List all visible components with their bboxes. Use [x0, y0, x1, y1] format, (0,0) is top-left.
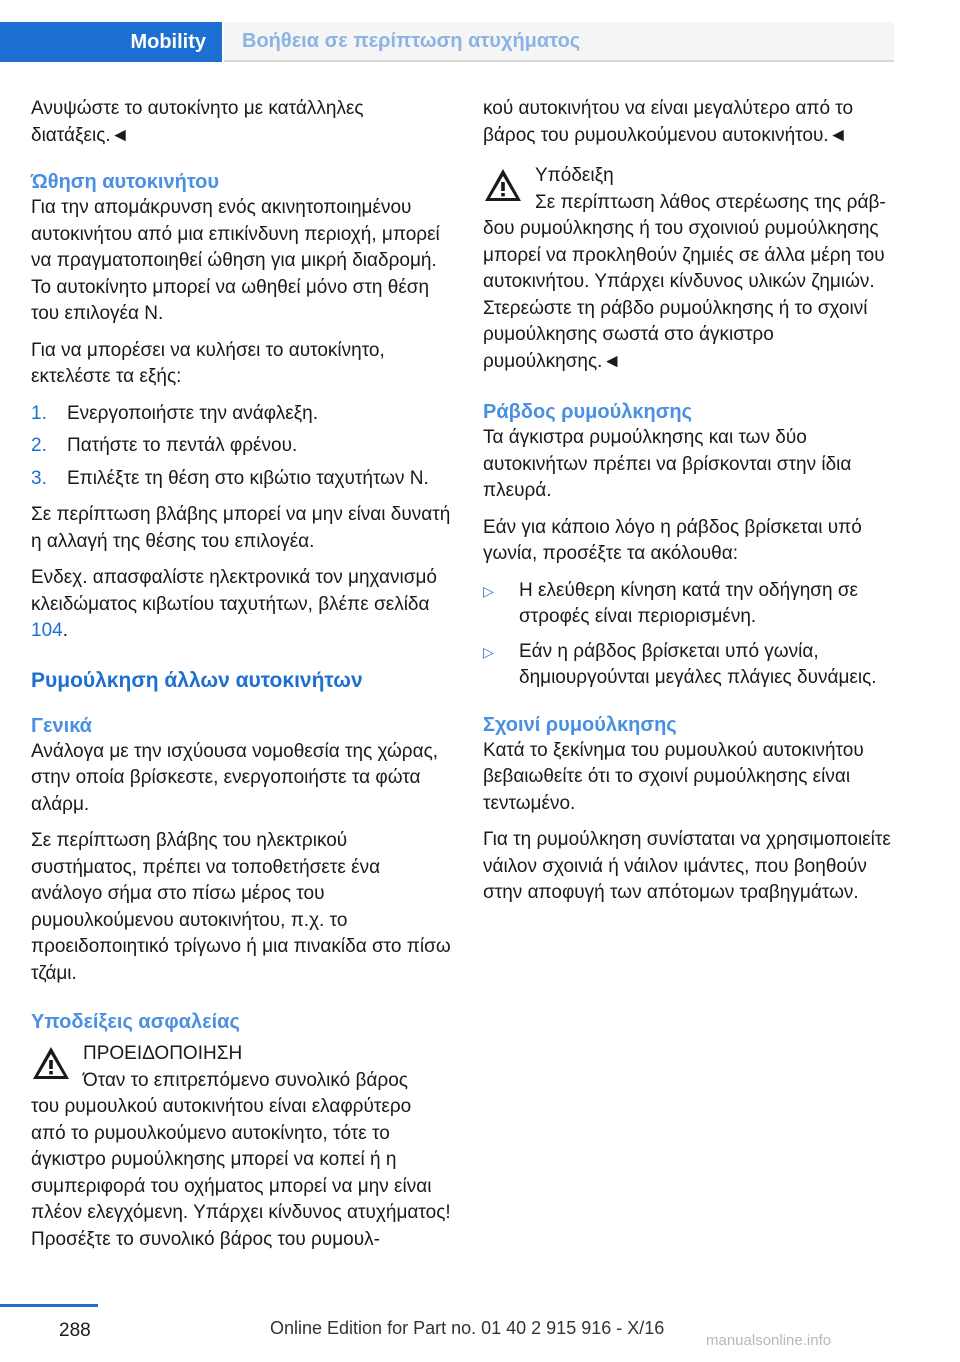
right-column [483, 96, 903, 917]
edition-text: Online Edition for Part no. 01 40 2 915 916 - X/16 [270, 1318, 665, 1338]
rod-paragraph-2: Εάν για κάποιο λόγο η ράβδος βρίσκεται υπό γωνία, προσέξτε τα ακόλουθα: [483, 516, 862, 564]
rope-paragraph-2: Για τη ρυμούλκηση συνίσταται να χρησιμοποιείτε νάιλον σχοινιά ή νάιλον ιμάντες, που βοηθούν στην αποφυγή των απότομων τραβηγμάτων. [483, 829, 891, 903]
general-paragraph-2: Σε περίπτωση βλάβης του ηλεκτρικού συστήματος, πρέπει να τοποθετήσετε ένα ανάλογο σήμα στο πίσω μέρος του ρυμουλκούμενου αυτοκινήτου, π.χ. το προειδοποιητικό τρίγωνο ή μια πινακίδα στο πίσω τζάμι. [31, 830, 451, 984]
section-tab-mobility[interactable]: Mobility [0, 22, 222, 62]
page-link[interactable]: 104 [31, 620, 63, 641]
general-paragraph-1: Ανάλογα με την ισχύουσα νομοθεσία της χώρας, στην οποία βρίσκεστε, ενεργοποιήστε τα φώτα αλάρμ. [31, 740, 439, 815]
warning-box [31, 1041, 451, 1253]
footer-rule [0, 1304, 98, 1307]
push-paragraph-4: Ενδεχ. απασφαλίστε ηλεκτρονικά τον μηχανισμό κλειδώματος κιβωτίου ταχυτήτων, βλέπε σελίδα 104. [31, 567, 437, 641]
push-paragraph-2: Για να μπορέσει να κυλήσει το αυτοκίνητο, εκτελέστε τα εξής: [31, 339, 385, 387]
left-column [31, 96, 451, 1263]
page-number: 288 [59, 1320, 91, 1341]
note-lead: Σε περίπτωση λάθος στερέωσης της ράβ- [535, 191, 886, 213]
push-heading: Ώθηση αυτοκινήτου [31, 171, 220, 193]
safety-heading: Υποδείξεις ασφαλείας [31, 1011, 240, 1033]
note-body: δου ρυμούλκησης ή του σχοινιού ρυμούλκησης μπορεί να προκληθούν ζημιές σε άλλα μέρη του αυτοκινήτου. Υπάρχει κίνδυνος υλικών ζημιών. Στερεώστε τη ράβδο ρυμούλκησης ή το σχοινί ρυμούλκησης σωστά στο άγκιστρο ρυμούλκησης.◄ [483, 218, 885, 372]
bullet-triangle-icon: ▷ [483, 643, 494, 660]
tow-heading: Ρυμούλκηση άλλων αυτοκινήτων [31, 668, 363, 692]
list-item: 1. Ενεργοποιήστε την ανάφλεξη. [31, 402, 319, 424]
list-item: ▷ Η ελεύθερη κίνηση κατά την οδήγηση σε στροφές είναι περιορισμένη. [483, 578, 903, 631]
chapter-title: Βοήθεια σε περίπτωση ατυχήματος [224, 22, 894, 62]
rod-paragraph-1: Τα άγκιστρα ρυμούλκησης και των δύο αυτοκινήτων πρέπει να βρίσκονται στην ίδια πλευρά. [483, 427, 852, 501]
general-heading: Γενικά [31, 714, 92, 737]
bullet-triangle-icon: ▷ [483, 582, 494, 599]
list-item: 2. Πατήστε το πεντάλ φρένου. [31, 435, 298, 456]
push-steps [31, 401, 451, 493]
rope-paragraph-1: Κατά το ξεκίνημα του ρυμουλκού αυτοκινήτου βεβαιωθείτε ότι το σχοινί ρυμούλκησης είναι τεντωμένο. [483, 739, 864, 814]
push-paragraph-1: Για την απομάκρυνση ενός ακινητοποιημένου αυτοκινήτου από μια επικίνδυνη περιοχή, μπορεί να πραγματοποιηθεί ώθηση για μικρή διαδρομή. Το αυτοκίνητο μπορεί να ωθηθεί μόνο στη θέση του επιλογέα N. [31, 197, 440, 324]
warning-lead: Όταν το επιτρεπόμενο συνολικό βάρος [83, 1069, 408, 1091]
page-header [0, 22, 960, 62]
list-item: ▷ Εάν η ράβδος βρίσκεται υπό γωνία, δημιουργούνται μεγάλες πλάγιες δυνάμεις. [483, 639, 903, 692]
caution-triangle-icon [483, 167, 523, 203]
warning-title: ΠΡΟΕΙΔΟΠΟΙΗΣΗ [83, 1043, 243, 1064]
note-title: Υπόδειξη [535, 165, 614, 186]
intro-paragraph: Ανυψώστε το αυτοκίνητο με κατάλληλες διατάξεις.◄ [31, 98, 364, 146]
rod-bullets [483, 578, 903, 692]
warning-body: του ρυμουλκού αυτοκινήτου είναι ελαφρύτερο από το ρυμουλκούμενο αυτοκίνητο, τότε το άγκιστρο ρυμούλκησης μπορεί να κοπεί ή η συμπεριφορά του οχήματος μπορεί να μην είναι πλέον ελεγχόμενη. Υπάρχει κίνδυνος ατυχήματος! Προσέξτε το συνολικό βάρος του ρυμουλ- [31, 1096, 451, 1250]
rope-heading: Σχοινί ρυμούλκησης [483, 713, 677, 736]
push-paragraph-3: Σε περίπτωση βλάβης μπορεί να μην είναι δυνατή η αλλαγή της θέσης του επιλογέα. [31, 504, 451, 552]
note-box [483, 163, 903, 375]
rod-heading: Ράβδος ρυμούλκησης [483, 401, 693, 423]
continued-paragraph: κού αυτοκινήτου να είναι μεγαλύτερο από το βάρος του ρυμουλκούμενου αυτοκινήτου.◄ [483, 98, 854, 146]
list-item: 3. Επιλέξτε τη θέση στο κιβώτιο ταχυτήτων N. [31, 467, 429, 489]
watermark: manualsonline.info [706, 1332, 832, 1349]
warning-triangle-icon [31, 1045, 71, 1081]
